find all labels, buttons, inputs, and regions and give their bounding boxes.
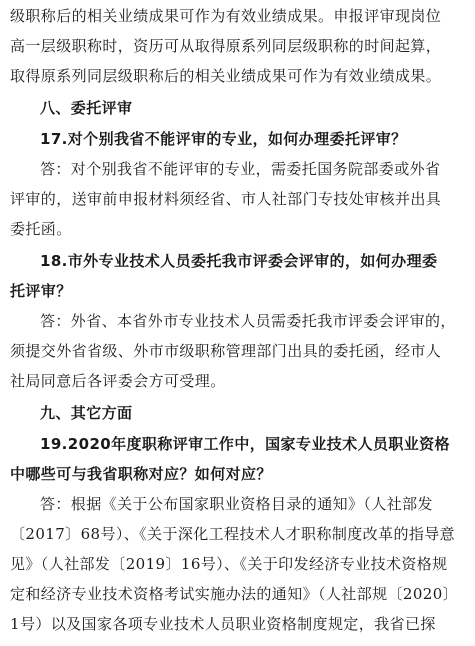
text-line: 答：对个别我省不能评审的专业，需委托国务院部委或外省 — [40, 160, 441, 178]
question-heading: 中哪些可与我省职称对应？如何对应？ — [10, 465, 272, 483]
text-line: 见》（人社部发〔2019〕16号）、《关于印发经济专业技术资格规 — [10, 555, 448, 573]
question-heading: 19.2020年度职称评审工作中，国家专业技术人员职业资格 — [40, 435, 450, 453]
question-heading: 17.对个别我省不能评审的专业，如何办理委托评审？ — [40, 130, 407, 148]
section-heading: 八、委托评审 — [40, 99, 133, 117]
text-line: 级职称后的相关业绩成果可作为有效业绩成果。申报评审现岗位 — [10, 7, 442, 25]
section-heading: 九、其它方面 — [40, 404, 133, 422]
text-line: 取得原系列同层级职称后的相关业绩成果可作为有效业绩成果。 — [10, 67, 442, 85]
text-line: 〔2017〕68号）、《关于深化工程技术人才职称制度改革的指导意 — [10, 525, 456, 543]
text-line: 答：外省、本省外市专业技术人员需委托我市评委会评审的， — [40, 312, 456, 330]
text-line: 高一层级职称时，资历可从取得原系列同层级职称的时间起算， — [10, 37, 442, 55]
text-line: 1号）以及国家各项专业技术人员职业资格制度规定，我省已探 — [10, 615, 436, 633]
question-heading: 18.市外专业技术人员委托我市评委会评审的，如何办理委 — [40, 252, 438, 270]
text-line: 评审的，送审前申报材料须经省、市人社部门专技处审核并出具 — [10, 190, 442, 208]
text-line: 社局同意后各评委会方可受理。 — [10, 372, 226, 390]
text-line: 答：根据《关于公布国家职业资格目录的通知》（人社部发 — [40, 495, 433, 513]
text-line: 定和经济专业技术资格考试实施办法的通知》（人社部规〔2020〕 — [10, 585, 459, 603]
question-heading: 托评审？ — [10, 282, 72, 300]
text-line: 须提交外省省级、外市市级职称管理部门出具的委托函，经市人 — [10, 342, 442, 360]
text-line: 委托函。 — [10, 220, 72, 238]
